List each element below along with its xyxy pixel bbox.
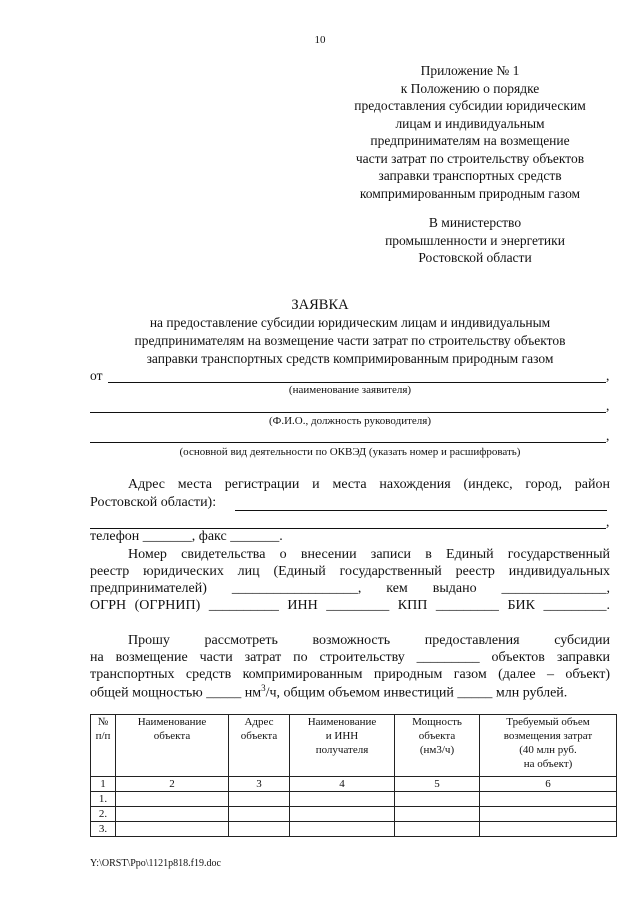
table-cell[interactable]: [116, 807, 229, 822]
address-line-2: Ростовской области):: [90, 495, 217, 510]
addressee-line: В министерство: [428, 215, 522, 230]
table-cell[interactable]: [116, 822, 229, 837]
appendix-line: заправки транспортных средств: [378, 168, 562, 183]
appendix-line: предоставления субсидии юридическим: [354, 98, 586, 113]
table-cell: 6: [480, 777, 617, 792]
request-line-4-a: общей мощностью _____ нм: [90, 685, 262, 701]
header-cell: Мощность объекта (нм3/ч): [395, 715, 480, 777]
request-line-4-b: /ч, общим объемом инвестиций _____ млн рублей.: [265, 685, 568, 701]
okved-caption: (основной вид деятельности по ОКВЭД (указать номер и расшифровать): [179, 446, 521, 458]
table-cell[interactable]: [229, 792, 290, 807]
appendix-block: [330, 62, 610, 202]
objects-table: [90, 714, 617, 837]
comma: ,: [606, 428, 610, 443]
appendix-line: компримированным природным газом: [359, 185, 581, 201]
addressee-block: [350, 214, 600, 267]
comma: ,: [606, 398, 610, 413]
table-cell[interactable]: [229, 807, 290, 822]
table-cell[interactable]: [116, 792, 229, 807]
header-cell: Требуемый объем возмещения затрат (40 млн руб. на объект): [480, 715, 617, 777]
comma: ,: [606, 514, 610, 529]
appendix-line: части затрат по строительству объектов: [355, 150, 585, 166]
request-line-3: транспортных средств компримированным природным газом (далее – объект): [90, 667, 610, 682]
applicant-field[interactable]: [108, 382, 606, 383]
subtitle-line: заправки транспортных средств компримированным природным газом: [146, 351, 554, 366]
header-cell: № п/п: [91, 715, 116, 777]
header-cell: Наименование и ИНН получателя: [290, 715, 395, 777]
page-number: 10: [314, 34, 326, 46]
request-line-2: на возмещение части затрат по строительству _________ объектов заправки: [90, 650, 610, 665]
table-cell[interactable]: [480, 807, 617, 822]
application-subtitle: [60, 314, 640, 368]
head-caption: (Ф.И.О., должность руководителя): [269, 415, 431, 427]
addressee-line: Ростовской области: [418, 250, 532, 265]
request-line-1: Прошу рассмотреть возможность предоставления субсидии: [128, 633, 610, 648]
addressee-line: промышленности и энергетики: [385, 232, 565, 248]
appendix-line: лицам и индивидуальным: [395, 115, 545, 131]
appendix-line: к Положению о порядке: [400, 80, 540, 96]
table-cell[interactable]: [290, 822, 395, 837]
file-path-footer: Y:\ORST\Ppo\1121p818.f19.doc: [90, 858, 221, 869]
table-cell[interactable]: [480, 792, 617, 807]
table-cell: 2: [116, 777, 229, 792]
comma: ,: [606, 368, 610, 383]
address-line-1: Адрес места регистрации и места нахождения (индекс, город, район: [128, 477, 610, 492]
table-cell[interactable]: [229, 822, 290, 837]
appendix-title: Приложение № 1: [420, 63, 520, 78]
table-cell: 1: [91, 777, 116, 792]
registry-line-4: ОГРН (ОГРНИП) __________ ИНН _________ КПП _________ БИК _________.: [90, 598, 610, 613]
table-cell: 2.: [91, 807, 116, 822]
request-line-4: [90, 683, 567, 702]
appendix-line: предпринимателям на возмещение: [370, 133, 570, 148]
request-line-4-sup: 3: [261, 683, 266, 693]
header-cell: Наименование объекта: [116, 715, 229, 777]
table-row: [91, 792, 617, 807]
registry-line-2: реестр юридических лиц (Единый государственный реестр индивидуальных: [90, 564, 610, 579]
head-field[interactable]: [90, 412, 606, 413]
from-label: от: [90, 368, 103, 383]
table-cell: 5: [395, 777, 480, 792]
table-row: [91, 807, 617, 822]
subtitle-line: на предоставление субсидии юридическим лицам и индивидуальным: [149, 315, 551, 330]
applicant-caption: (наименование заявителя): [288, 384, 412, 396]
table-cell: 3: [229, 777, 290, 792]
application-title: ЗАЯВКА: [291, 297, 349, 313]
table-cell: 1.: [91, 792, 116, 807]
table-cell[interactable]: [395, 807, 480, 822]
registry-line-3: предпринимателей) __________________, кем выдано _______________,: [90, 581, 610, 596]
table-cell: 4: [290, 777, 395, 792]
okved-field[interactable]: [90, 442, 606, 443]
phone-fax-line: телефон _______, факс _______.: [90, 529, 283, 544]
table-cell: 3.: [91, 822, 116, 837]
table-cell[interactable]: [395, 792, 480, 807]
table-cell[interactable]: [290, 807, 395, 822]
table-header-row: [91, 715, 617, 777]
table-cell[interactable]: [395, 822, 480, 837]
table-cell[interactable]: [290, 792, 395, 807]
header-cell: Адрес объекта: [229, 715, 290, 777]
table-row: [91, 822, 617, 837]
address-field[interactable]: [235, 510, 607, 511]
subtitle-line: предпринимателям на возмещение части затрат по строительству объектов: [134, 333, 566, 348]
table-cell[interactable]: [480, 822, 617, 837]
registry-line-1: Номер свидетельства о внесении записи в Единый государственный: [128, 547, 610, 562]
table-number-row: [91, 777, 617, 792]
